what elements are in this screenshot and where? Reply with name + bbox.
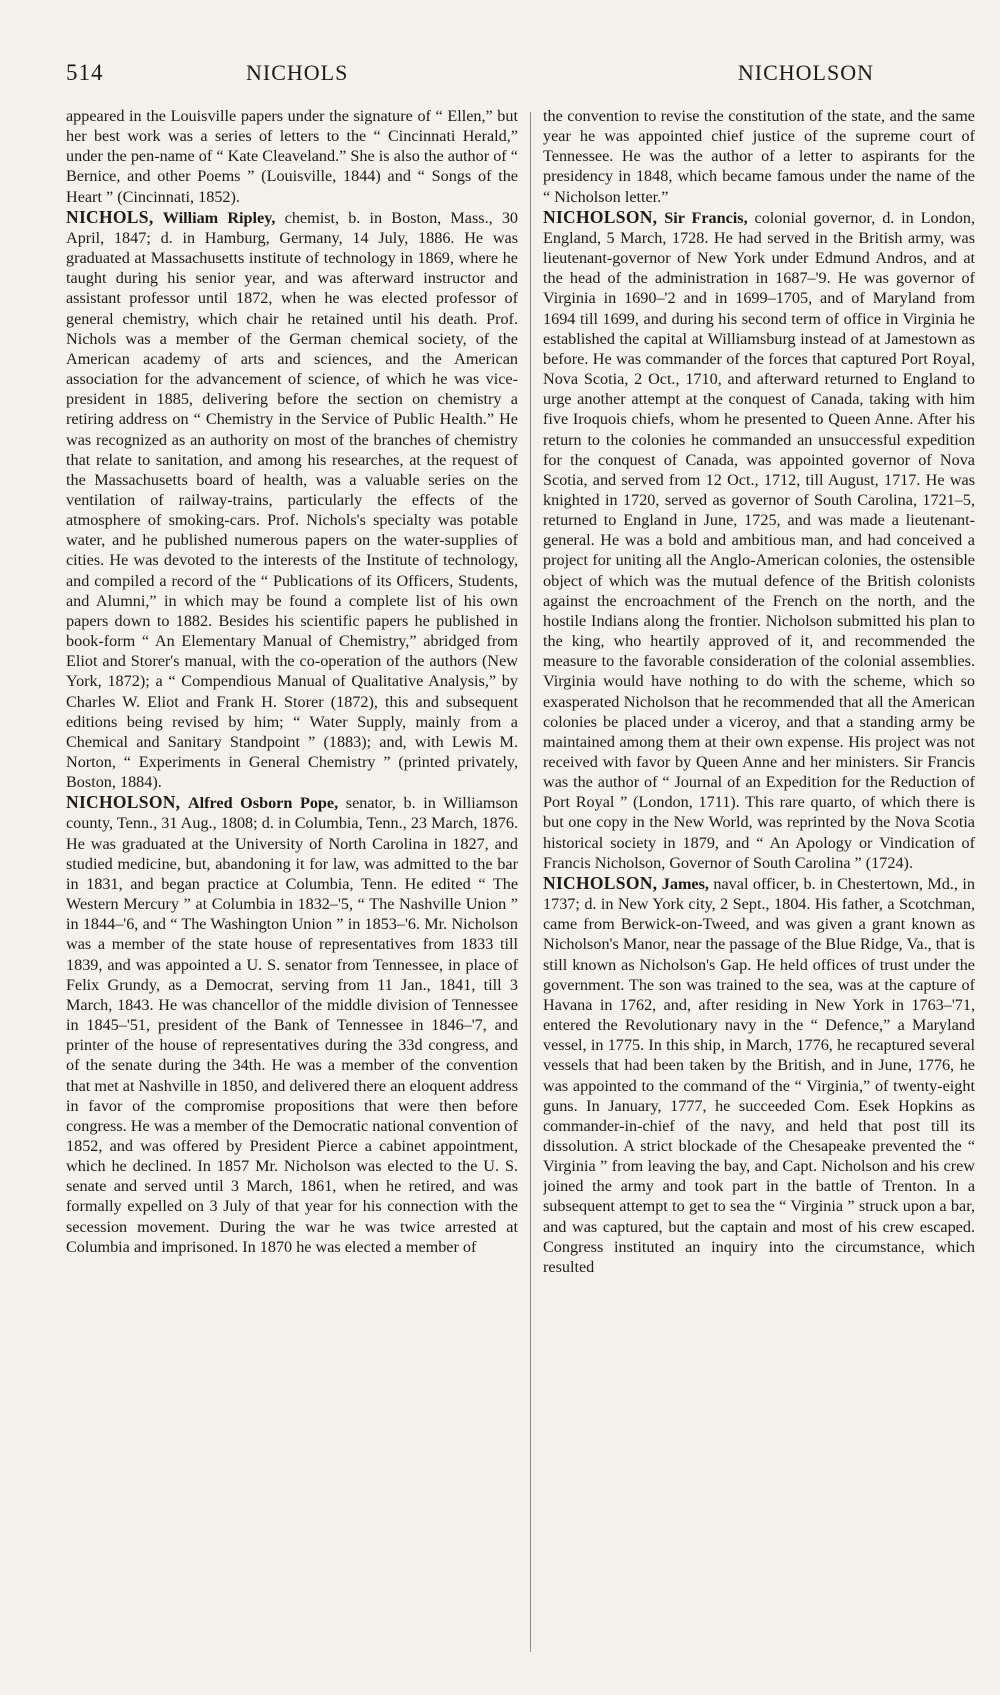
entry-surname: NICHOLSON, <box>543 872 658 893</box>
page-number: 514 <box>66 60 104 85</box>
continuation-paragraph <box>66 106 518 207</box>
continuation-text: the convention to revise the constitution of the state, and the same year he was appointed chief justice of the supreme court of Tennessee. He was the author of a letter to aspirants for the presidency in 1848, which became famous under the name of the “ Nicholson letter.” <box>543 107 975 206</box>
entry-given-name: James, <box>661 874 709 893</box>
entry-body: chemist, b. in Boston, Mass., 30 April, 1847; d. in Hamburg, Germany, 14 July, 1886. He was graduated at Massachusetts institute of technology in 1869, where he taught during his senior year, and was afterward instructor and assistant professor until 1872, when he was elected professor of general chemistry, which chair he retained until his death. Prof. Nichols was a member of the German chemical society, of the American academy of arts and sciences, and the American association for the advancement of science, of which he was vice-president in 1885, delivering before the section on chemistry a retiring address on “ Chemistry in the Service of Public Health.” He was recognized as an authority on most of the branches of chemistry that relate to sanitation, and among his researches, at the request of the Massachusetts board of health, was a valuable series on the ventilation of railway-trains, particularly the effects of the atmosphere of smoking-cars. Prof. Nichols's specialty was potable water, and he published numerous papers on the water-supplies of cities. He was devoted to the interests of the Institute of technology, and compiled a record of the “ Publications of its Officers, Students, and Alumni,” in which may be found a complete list of his own papers down to 1882. Besides his scientific papers he published in book-form “ An Elementary Manual of Chemistry,” abridged from Eliot and Storer's manual, with the co-operation of the authors (New York, 1872); a “ Compendious Manual of Qualitative Analysis,” by Charles W. Eliot and Frank H. Storer (1872), this and subsequent editions being revised by him; “ Water Supply, mainly from a Chemical and Sanitary Standpoint ” (1883); and, with Lewis M. Norton, “ Experiments in General Chemistry ” (printed privately, Boston, 1884). <box>66 208 518 792</box>
right-column <box>543 106 975 1666</box>
entry-nicholson-james <box>543 873 975 1277</box>
entry-nicholson-sir-francis <box>543 207 975 873</box>
entry-nichols-william-ripley <box>66 207 518 793</box>
continuation-text: appeared in the Louisville papers under the signature of “ Ellen,” but her best work was a series of letters to the “ Cincinnati Herald,” under the pen-name of “ Kate Cleaveland.” She is also the author of “ Bernice, and other Poems ” (Louisville, 1844) and “ Songs of the Heart ” (Cincinnati, 1852). <box>66 107 518 206</box>
entry-surname: NICHOLS, <box>66 206 154 227</box>
entry-body: naval officer, b. in Chestertown, Md., in 1737; d. in New York city, 2 Sept., 1804. His father, a Scotchman, came from Berwick-on-Tweed, and was given a grant known as Nicholson's Manor, near the passage of the Blue Ridge, Va., that is still known as Nicholson's Gap. He held offices of trust under the government. The son was trained to the sea, was at the capture of Havana in 1762, and, after residing in New York in 1763–'71, entered the Revolutionary navy in the “ Defence,” a Maryland vessel, in 1775. In this ship, in March, 1776, he recaptured several vessels that had been taken by the British, and in June, 1776, he was appointed to the command of the “ Virginia,” of twenty-eight guns. In January, 1777, he succeeded Com. Esek Hopkins as commander-in-chief of the navy, and held that post till its dissolution. A strict blockade of the Chesapeake prevented the “ Virginia ” from leaving the bay, and Capt. Nicholson and his crew joined the army and took part in the battle of Trenton. In a subsequent attempt to get to sea the “ Virginia ” struck upon a bar, and was captured, but the captain and most of his crew escaped. Congress instituted an inquiry into the circumstance, which resulted <box>543 874 975 1276</box>
text-columns <box>66 106 976 1666</box>
right-running-head: NICHOLSON <box>737 60 874 85</box>
entry-given-name: Alfred Osborn Pope, <box>187 794 339 813</box>
entry-body: senator, b. in Williamson county, Tenn., 31 Aug., 1808; d. in Columbia, Tenn., 23 March, 1876. He was graduated at the University of North Carolina in 1827, and studied medicine, but, abandoning it for law, was admitted to the bar in 1831, and began practice at Columbia, Tenn. He edited “ The Western Mercury ” at Columbia in 1832–'5, “ The Nashville Union ” in 1844–'6, and “ The Washington Union ” in 1853–'6. Mr. Nicholson was a member of the state house of representatives from 1833 till 1839, and was appointed a U. S. senator from Tennessee, in place of Felix Grundy, as a Democrat, serving from 11 Jan., 1841, till 3 March, 1843. He was chancellor of the middle division of Tennessee in 1845–'51, president of the Bank of Tennessee in 1846–'7, and printer of the house of representatives during the 33d congress, and of the senate during the 34th. He was a member of the convention that met at Nashville in 1850, and delivered there an eloquent address in favor of the compromise propositions that were then before congress. He was a member of the Democratic national convention of 1852, and was offered by President Pierce a cabinet appointment, which he declined. In 1857 Mr. Nicholson was elected to the U. S. senate and served until 3 March, 1861, when he retired, and was formally expelled on 3 July of that year for his connection with the secession movement. During the war he was twice arrested at Columbia and imprisoned. In 1870 he was elected a member of <box>66 794 518 1256</box>
entry-given-name: Sir Francis, <box>664 208 748 227</box>
running-header <box>66 54 874 94</box>
entry-surname: NICHOLSON, <box>543 206 658 227</box>
entry-given-name: William Ripley, <box>162 208 276 227</box>
entry-nicholson-alfred-osborn-pope <box>66 792 518 1257</box>
left-running-head: NICHOLS <box>246 60 349 85</box>
continuation-paragraph <box>543 106 975 207</box>
entry-surname: NICHOLSON, <box>66 792 181 813</box>
left-column <box>66 106 518 1666</box>
entry-body: colonial governor, d. in London, England, 5 March, 1728. He had served in the British army, was lieutenant-governor of New York under Edmund Andros, and at the head of the administration in 1687–'9. He was governor of Virginia in 1690–'2 and in 1699–1705, and of Maryland from 1694 till 1699, and during his second term of office in Virginia he established the capital at Williamsburg instead of at Jamestown as before. He was commander of the forces that captured Port Royal, Nova Scotia, 2 Oct., 1710, and afterward returned to England to urge another attempt at the conquest of Canada, taking with him five Iroquois chiefs, whom he presented to Queen Anne. After his return to the colonies he commanded an unsuccessful expedition for the conquest of Canada, was appointed governor of Nova Scotia, and served from 12 Oct., 1712, till August, 1717. He was knighted in 1720, served as governor of South Carolina, 1721–5, returned to England in June, 1725, and was made a lieutenant-general. He was a bold and ambitious man, and had conceived a project for uniting all the Anglo-American colonies, the ostensible object of which was the mutual defence of the British colonists against the encroachment of the French on the north, and the hostile Indians along the frontier. Nicholson submitted his plan to the king, who heartily approved of it, and recommended the measure to the favorable consideration of the colonial assemblies. Virginia would have nothing to do with the scheme, which so exasperated Nicholson that he recommended that all the American colonies be placed under a viceroy, and that a standing army be maintained among them at their own expense. His project was not received with favor by Queen Anne and her ministers. Sir Francis was the author of “ Journal of an Expedition for the Reduction of Port Royal ” (London, 1711). This rare quarto, of which there is but one copy in the New World, was reprinted by the Nova Scotia historical society in 1879, and “ An Apology or Vindication of Francis Nicholson, Governor of South Carolina ” (1724). <box>543 208 975 872</box>
